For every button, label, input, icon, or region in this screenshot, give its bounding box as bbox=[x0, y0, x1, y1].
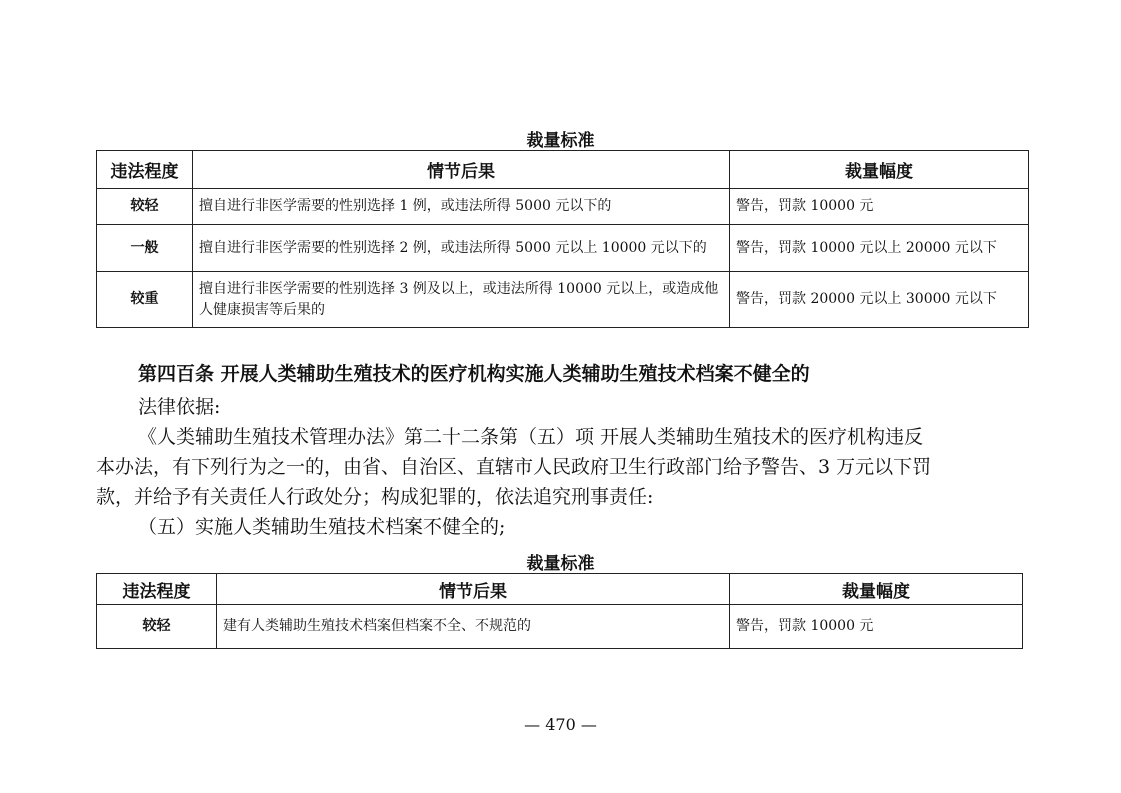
circumstance-text: 擅自进行非医学需要的性别选择 2 例，或违法所得 5000 元以上 10000 元以下的 bbox=[193, 225, 730, 272]
table-row bbox=[97, 605, 1023, 649]
header-penalty-range: 裁量幅度 bbox=[730, 574, 1023, 605]
circumstance-text: 建有人类辅助生殖技术档案但档案不全、不规范的 bbox=[217, 605, 730, 649]
penalty-text: 警告，罚款 10000 元以上 20000 元以下 bbox=[730, 225, 1029, 272]
circumstance-text: 擅自进行非医学需要的性别选择 1 例，或违法所得 5000 元以下的 bbox=[193, 189, 730, 225]
header-circumstance: 情节后果 bbox=[217, 574, 730, 605]
violation-level: 较轻 bbox=[97, 189, 193, 225]
discretion-table-1 bbox=[96, 150, 1029, 328]
page-number: — 470 — bbox=[524, 715, 597, 734]
header-violation-degree: 违法程度 bbox=[97, 574, 217, 605]
violation-level: 较重 bbox=[97, 272, 193, 328]
legal-basis-paragraph-line-2: 本办法，有下列行为之一的，由省、自治区、直辖市人民政府卫生行政部门给予警告、3 万元以下罚 bbox=[96, 456, 932, 478]
table-row bbox=[97, 189, 1029, 225]
table2-caption: 裁量标准 bbox=[526, 554, 595, 574]
circumstance-text: 擅自进行非医学需要的性别选择 3 例及以上，或违法所得 10000 元以上，或造成他人健康损害等后果的 bbox=[193, 272, 730, 328]
legal-basis-item-5: （五）实施人类辅助生殖技术档案不健全的; bbox=[138, 516, 506, 538]
table-row bbox=[97, 272, 1029, 328]
legal-basis-label: 法律依据: bbox=[138, 396, 221, 418]
header-penalty-range: 裁量幅度 bbox=[730, 151, 1029, 189]
article-heading: 第四百条 开展人类辅助生殖技术的医疗机构实施人类辅助生殖技术档案不健全的 bbox=[138, 363, 810, 385]
header-circumstance: 情节后果 bbox=[193, 151, 730, 189]
violation-level: 一般 bbox=[97, 225, 193, 272]
header-violation-degree: 违法程度 bbox=[97, 151, 193, 189]
penalty-text: 警告，罚款 20000 元以上 30000 元以下 bbox=[730, 272, 1029, 328]
violation-level: 较轻 bbox=[97, 605, 217, 649]
table-row bbox=[97, 225, 1029, 272]
legal-basis-paragraph-line-1: 《人类辅助生殖技术管理办法》第二十二条第（五）项 开展人类辅助生殖技术的医疗机构违反 bbox=[138, 426, 924, 448]
discretion-table-2 bbox=[96, 573, 1023, 649]
penalty-text: 警告，罚款 10000 元 bbox=[730, 605, 1023, 649]
table-header-row bbox=[97, 574, 1023, 605]
legal-basis-paragraph-line-3: 款，并给予有关责任人行政处分；构成犯罪的，依法追究刑事责任: bbox=[96, 486, 654, 508]
table1-caption: 裁量标准 bbox=[526, 131, 595, 151]
penalty-text: 警告，罚款 10000 元 bbox=[730, 189, 1029, 225]
table-header-row bbox=[97, 151, 1029, 189]
